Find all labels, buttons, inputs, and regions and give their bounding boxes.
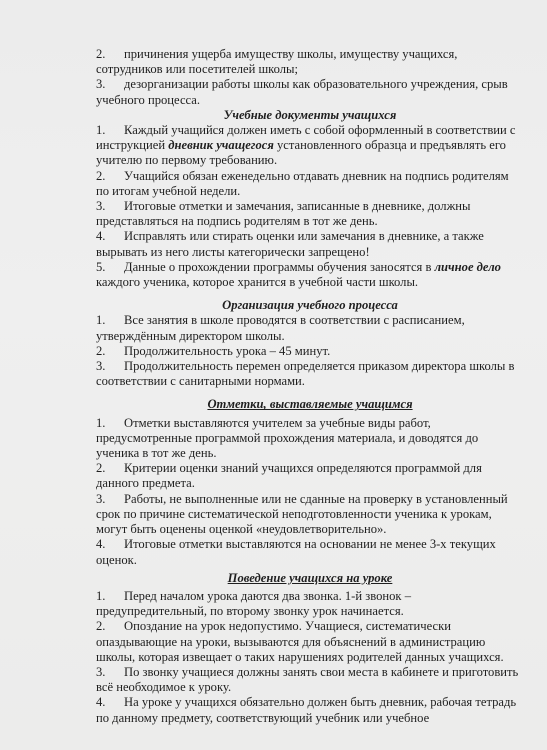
item-text: Критерии оценки знаний учащихся определяются программой для данного предмета. <box>96 461 482 491</box>
item-text: Все занятия в школе проводятся в соответствии с расписанием, утверждённым директором школы. <box>96 313 465 343</box>
item-text: Итоговые отметки выставляются на основании не менее 3-х текущих оценок. <box>96 537 496 567</box>
list-item <box>96 260 524 290</box>
emphasis-text: дневник учащегося <box>168 138 274 153</box>
item-text: На уроке у учащихся обязательно должен быть дневник, рабочая тетрадь по данному предмету, соответствующий учебник или учебное <box>96 695 517 725</box>
section-heading: Отметки, выставляемые учащимся <box>207 397 413 412</box>
list-item <box>96 229 524 259</box>
item-text: Учащийся обязан еженедельно отдавать дневник на подпись родителям по итогам учебной недели. <box>96 168 509 198</box>
item-text: Отметки выставляются учителем за учебные виды работ, предусмотренные программой прохождения материала, и доводятся до ученика в тот же день. <box>96 415 479 461</box>
section-heading: Учебные документы учащихся <box>223 107 397 122</box>
list-item <box>96 461 524 491</box>
item-number: 2. <box>96 619 106 634</box>
emphasis-text: личное дело <box>434 259 501 274</box>
item-number: 4. <box>96 695 106 710</box>
item-text: установленного образца и предъявлять его учителю по первому требованию. <box>96 138 506 168</box>
item-number: 3. <box>96 359 106 374</box>
item-text: каждого ученика, которое хранится в учебной части школы. <box>96 275 419 290</box>
list-item <box>96 77 524 107</box>
item-number: 3. <box>96 664 106 679</box>
list-item <box>96 537 524 567</box>
section-heading: Поведение учащихся на уроке <box>227 570 393 585</box>
list-item <box>96 416 524 462</box>
item-text: По звонку учащиеся должны занять свои места в кабинете и приготовить всё необходимое к уроку. <box>96 664 519 695</box>
item-number: 1. <box>96 415 106 430</box>
item-text: Исправлять или стирать оценки или замечания в дневнике, а также вырывать из него листы категорически запрещено! <box>96 229 484 259</box>
list-item <box>96 492 524 538</box>
list-item <box>96 619 524 665</box>
item-text: Опоздание на урок недопустимо. Учащиеся, систематически опаздывающие на уроки, вызываются для объяснений в администрацию школы, которая извещает о таких нарушениях родителей данных учащихся. <box>96 619 504 664</box>
list-item <box>96 123 524 169</box>
item-number: 4. <box>96 537 106 552</box>
item-number: 3. <box>96 77 106 92</box>
item-number: 2. <box>96 168 106 183</box>
item-text: дезорганизации работы школы как образовательного учреждения, срыв учебного процесса. <box>96 77 508 107</box>
list-item <box>96 589 524 619</box>
list-item <box>96 695 524 725</box>
item-text: Перед началом урока даются два звонка. 1-й звонок – предупредительный, по второму звонку урок начинается. <box>96 588 411 619</box>
list-item <box>96 199 524 229</box>
document-body <box>96 47 524 726</box>
item-number: 5. <box>96 259 106 274</box>
item-text: причинения ущерба имуществу школы, имуществу учащихся, сотрудников или посетителей школы; <box>96 47 458 77</box>
item-text: Итоговые отметки и замечания, записанные в дневнике, должны представляться на подпись родителям в тот же день. <box>96 199 471 229</box>
item-text: Продолжительность урока – 45 минут. <box>124 343 331 358</box>
item-number: 1. <box>96 123 106 138</box>
list-item <box>96 47 524 77</box>
item-text: Каждый учащийся должен иметь с собой оформленный в соответствии с инструкцией <box>96 123 516 153</box>
item-number: 3. <box>96 199 106 214</box>
list-item <box>96 169 524 199</box>
item-number: 2. <box>96 47 106 61</box>
list-item <box>96 665 524 695</box>
item-number: 1. <box>96 588 106 603</box>
item-number: 1. <box>96 313 106 328</box>
list-item <box>96 344 524 359</box>
list-item <box>96 313 524 343</box>
item-text: Продолжительность перемен определяется приказом директора школы в соответствии с санитарными нормами. <box>96 359 515 389</box>
item-number: 3. <box>96 491 106 506</box>
item-text: Работы, не выполненные или не сданные на проверку в установленный срок по причине систематической неподготовленности ученика к урокам, могут быть оценены оценкой «неудовлетворительно». <box>96 491 508 537</box>
section-heading: Организация учебного процесса <box>222 298 398 313</box>
item-number: 2. <box>96 343 106 358</box>
item-number: 4. <box>96 229 106 244</box>
item-text: Данные о прохождении программы обучения заносятся в <box>124 259 435 274</box>
item-number: 2. <box>96 461 106 476</box>
list-item <box>96 359 524 389</box>
